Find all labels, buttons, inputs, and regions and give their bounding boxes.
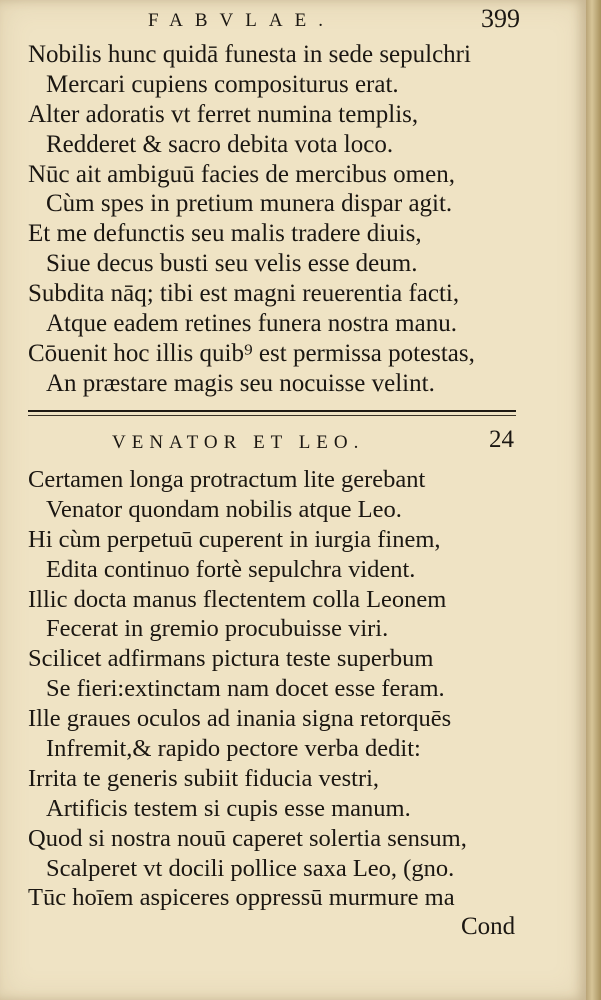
verse-line: Cōuenit hoc illis quib⁹ est permissa potestas, [28,339,475,367]
verse-line: Infremit,& rapido pectore verba dedit: [46,735,421,763]
divider-thick-rule [28,410,516,412]
fable-24-verses [0,465,586,913]
verse-line: Scilicet adfirmans pictura teste superbum [28,645,434,673]
verse-line: Artificis testem si cupis esse manum. [46,794,411,822]
divider-thin-rule [28,415,516,416]
verse-line: Et me defunctis seu malis tradere diuis, [28,220,422,248]
verse-line: Se fieri:extinctam nam docet esse feram. [46,675,445,703]
verse-line: An præstare magis seu nocuisse velint. [46,369,435,397]
page-number: 399 [481,4,520,33]
fable-number: 24 [489,426,514,453]
section-divider [28,410,516,420]
verse-line: Quod si nostra nouū caperet solertia sensum, [28,824,467,852]
verse-line: Cùm spes in pretium munera dispar agit. [46,190,453,218]
verse-line: Mercari cupiens compositurus erat. [46,70,399,98]
verse-line: Redderet & sacro debita vota loco. [46,130,394,158]
verse-line: Tūc hoīem aspiceres oppressū murmure ma [28,884,455,912]
page-edge [586,0,601,1000]
verse-line: Venator quondam nobilis atque Leo. [46,495,402,523]
verse-line: Siue decus busti seu velis esse deum. [46,250,418,278]
fable-title: VENATOR ET LEO. [112,432,365,453]
running-head [0,4,586,42]
verse-line: Nobilis hunc quidā funesta in sede sepulchri [28,41,471,68]
verse-line: Illic docta manus flectentem colla Leonem [28,585,447,613]
fable-heading [0,424,586,460]
fable-23-verses [0,40,586,399]
catchword: Cond [461,913,516,940]
verse-line: Edita continuo fortè sepulchra vident. [46,555,416,583]
verse-line: Scalperet vt docili pollice saxa Leo, (gno. [46,854,455,882]
verse-line: Atque eadem retines funera nostra manu. [46,310,457,338]
verse-line: Certamen longa protractum lite gerebant [28,466,426,493]
running-title: FABVLAE. [148,10,335,31]
verse-line: Alter adoratis vt ferret numina templis, [28,100,419,128]
verse-line: Subdita nāq; tibi est magni reuerentia facti, [28,280,460,308]
verse-line: Ille graues oculos ad inania signa retorquēs [28,705,452,733]
verse-line: Irrita te generis subiit fiducia vestri, [28,764,380,792]
verse-line: Nūc ait ambiguū facies de mercibus omen, [28,160,455,188]
verse-line: Fecerat in gremio procubuisse viri. [46,615,389,643]
verse-line: Hi cùm perpetuū cuperent in iurgia finem, [28,525,441,553]
